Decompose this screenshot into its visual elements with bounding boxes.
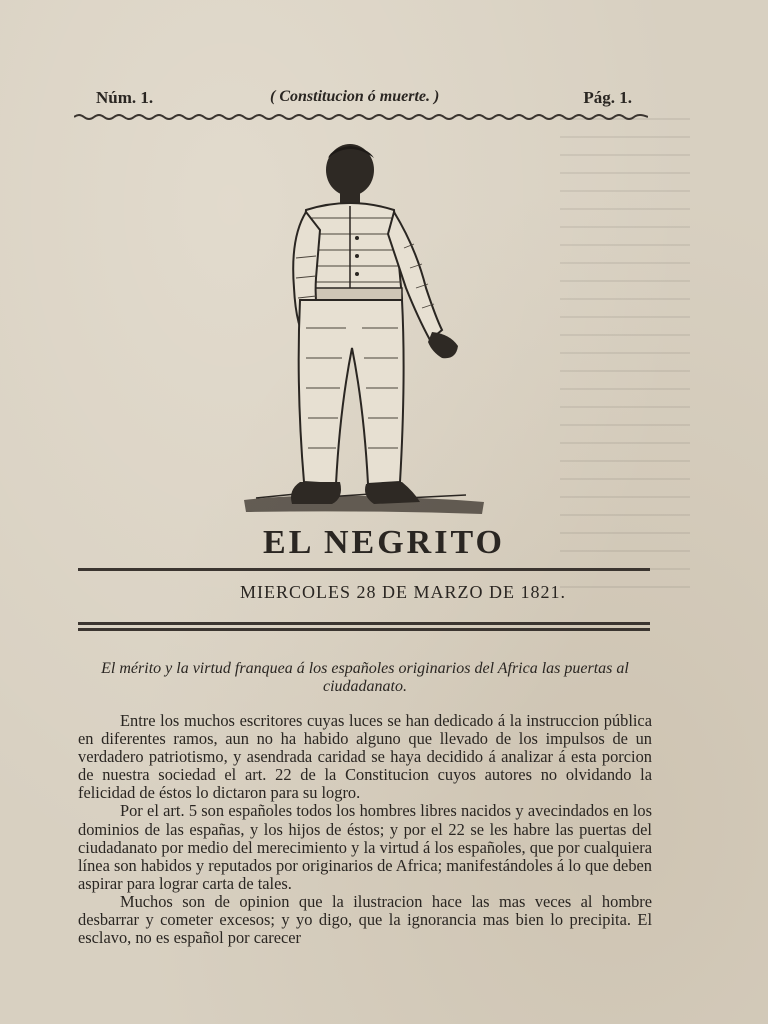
paragraph: Muchos son de opinion que la ilustracion hace las mas veces al hombre desbarrar y cometer excesos; y yo digo, que la ignorancia mas bien lo precipita. El esclavo, no es español por carecer [78, 891, 652, 948]
page-number: Pág. 1. [583, 88, 632, 107]
issue-number: Núm. 1. [96, 88, 154, 107]
article-subtitle: El mérito y la virtud franquea á los españoles originarios del Africa las puertas al ciudadanato. [101, 660, 629, 695]
masthead-rule [78, 568, 650, 571]
article-body [78, 712, 652, 947]
motto: ( Constitucion ó muerte. ) [270, 88, 440, 105]
double-rule [78, 622, 650, 631]
ornamental-rule [74, 112, 648, 122]
page-header [92, 86, 632, 112]
paragraph: Entre los muchos escritores cuyas luces se han dedicado á la instruccion pública en diferentes ramos, aun no ha habido alguno que llevado de los impulsos de un verdadero patriotismo, y asendrada caridad se haya decidido á analizar á esta porcion de nuestra sociedad el art. 22 de la Constitucion cuyos autores no olvidando la felicidad de éstos lo dictaron para su logro. [78, 711, 652, 803]
masthead-title: EL NEGRITO [263, 524, 505, 561]
standing-man-engraving-icon [236, 138, 492, 520]
paragraph: Por el art. 5 son españoles todos los hombres libres nacidos y avecindados en los dominios de las españas, y los hijos de éstos; y por el 22 se les habre las puertas del ciudadanato por medio del merecimiento y la virtud á los españoles, que por cualquiera línea son habidos y reputados por originarios de Africa; manifestándoles á lo que deben aspirar para lograr carta de tales. [78, 801, 652, 893]
date-line: MIERCOLES 28 DE MARZO DE 1821. [240, 582, 566, 602]
